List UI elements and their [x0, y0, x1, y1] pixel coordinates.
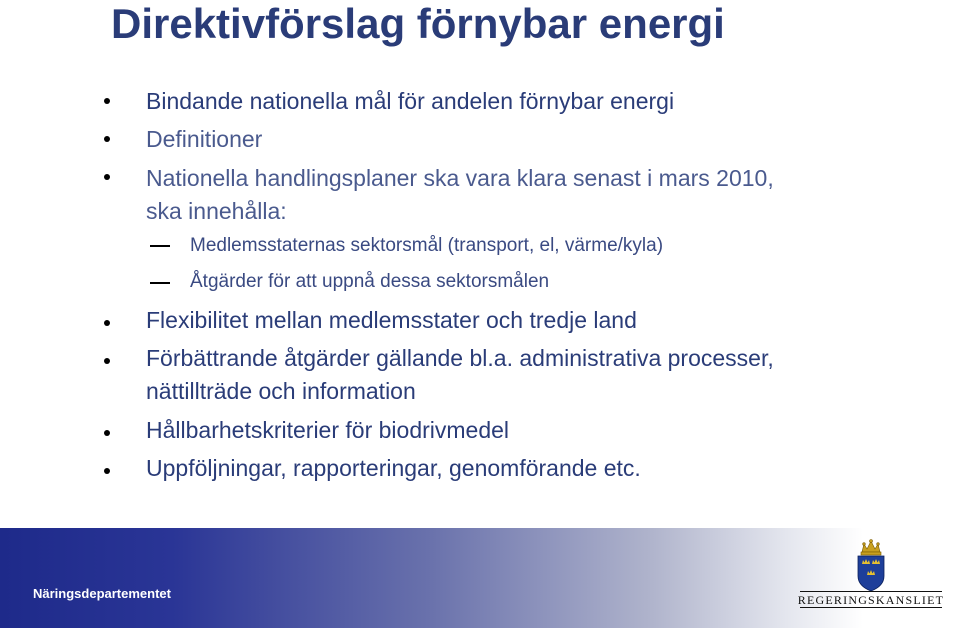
- three-crowns-coat-of-arms-icon: [796, 538, 946, 592]
- page-title: Direktivförslag förnybar energi: [111, 0, 725, 47]
- bullet-dot-icon: [104, 174, 110, 180]
- list-item-line: Nationella handlingsplaner ska vara klara senast i mars 2010,: [146, 165, 774, 191]
- logo-rule-top: [800, 591, 942, 592]
- sub-list-item: Åtgärder för att uppnå dessa sektorsmålen: [190, 271, 550, 292]
- bullet-dot-icon: [104, 468, 110, 474]
- logo-rule-bottom: [800, 607, 942, 608]
- bullet-dot-icon: [104, 98, 110, 104]
- list-item-line: nättillträde och information: [146, 378, 416, 404]
- department-label: Näringsdepartementet: [33, 586, 171, 601]
- sub-list-item: Medlemsstaternas sektorsmål (transport, el, värme/kyla): [190, 235, 664, 256]
- list-item: Flexibilitet mellan medlemsstater och tredje land: [146, 307, 637, 333]
- bullet-dot-icon: [104, 358, 110, 364]
- list-item: Uppföljningar, rapporteringar, genomförande etc.: [146, 455, 641, 481]
- bullet-dot-icon: [104, 320, 110, 326]
- list-item: Bindande nationella mål för andelen förnybar energi: [146, 88, 675, 114]
- list-item-line: Förbättrande åtgärder gällande bl.a. administrativa processer,: [146, 345, 774, 371]
- list-item: Hållbarhetskriterier för biodrivmedel: [146, 417, 510, 443]
- bullet-dash-icon: [150, 245, 170, 247]
- list-item-line: ska innehålla:: [146, 198, 287, 224]
- list-item: Definitioner: [146, 126, 263, 152]
- bullet-dot-icon: [104, 430, 110, 436]
- logo-wordmark: REGERINGSKANSLIET: [797, 593, 945, 607]
- bullet-dash-icon: [150, 282, 170, 284]
- bullet-dot-icon: [104, 136, 110, 142]
- regeringskansliet-logo: [796, 538, 946, 608]
